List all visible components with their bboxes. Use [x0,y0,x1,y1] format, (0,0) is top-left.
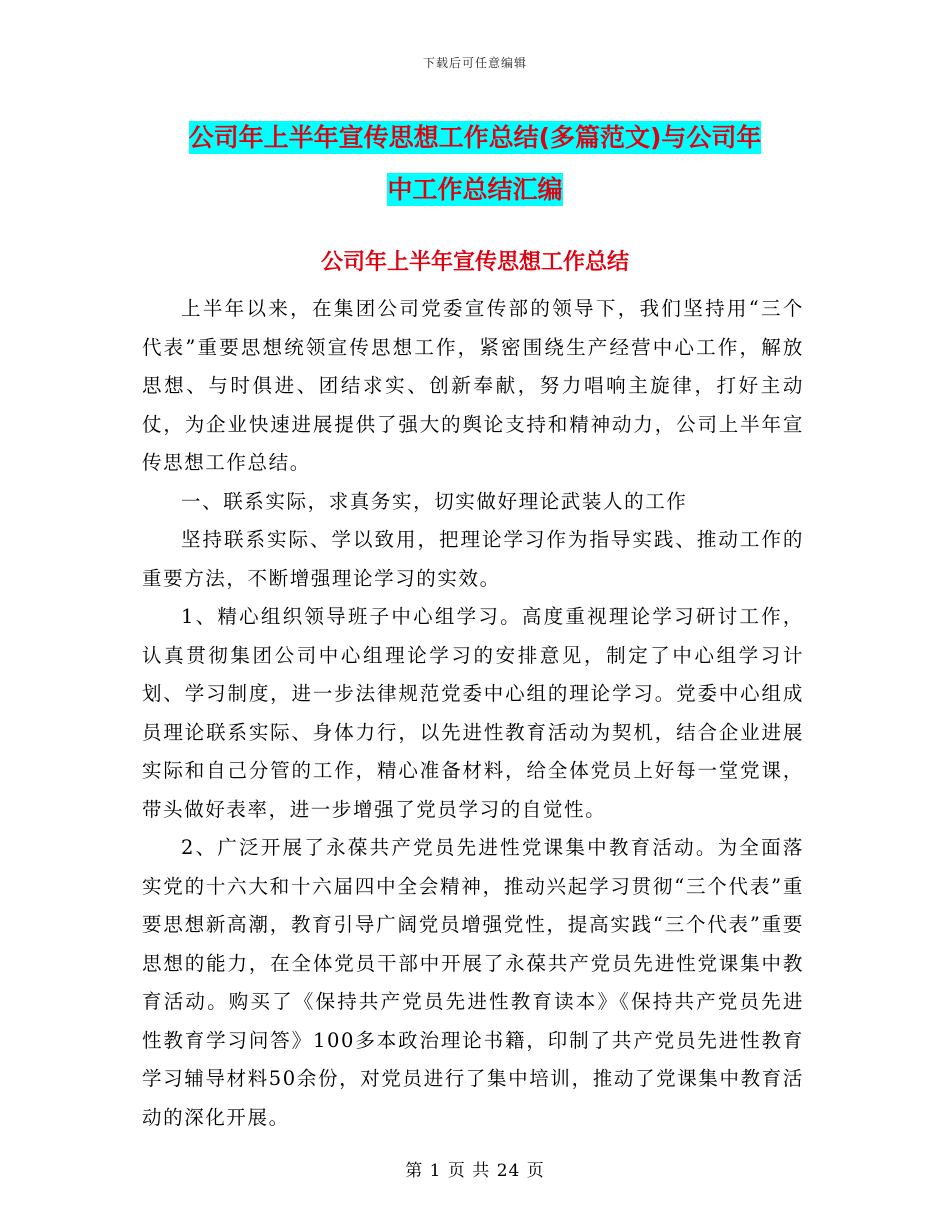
paragraph-heading-1: 一、联系实际，求真务实，切实做好理论武装人的工作 [181,489,688,513]
document-title-line-2 [0,164,950,216]
header-note: 下载后可任意编辑 [422,56,527,70]
document-title [0,112,950,216]
body-text [142,290,804,1137]
page-footer: 第 1 页 共 24 页 [405,1161,545,1181]
section-title: 公司年上半年宣传思想工作总结 [320,250,629,275]
title-line-1-text: 公司年上半年宣传思想工作总结(多篇范文)与公司年 [188,123,762,152]
paragraph-heading-1-body: 坚持联系实际、学以致用，把理论学习作为指导实践、推动工作的重要方法，不断增强理论学习的实效。 [142,528,804,590]
paragraph-item-2: 2、广泛开展了永葆共产党员先进性党课集中教育活动。为全面落实党的十六大和十六届四中全会精神，推动兴起学习贯彻“三个代表”重要思想新高潮，教育引导广阔党员增强党性，提高实践“三个代表”重要思想的能力，在全体党员干部中开展了永葆共产党员先进性党课集中教育活动。购买了《保持共产党员先进性教育读本》《保持共产党员先进性教育学习问答》100多本政治理论书籍，印制了共产党员先进性教育学习辅导材料50余份，对党员进行了集中培训，推动了党课集中教育活动的深化开展。 [142,836,804,1129]
paragraph-item-1: 1、精心组织领导班子中心组学习。高度重视理论学习研讨工作，认真贯彻集团公司中心组理论学习的安排意见，制定了中心组学习计划、学习制度，进一步法律规范党委中心组的理论学习。党委中心组成员理论联系实际、身体力行，以先进性教育活动为契机，结合企业进展实际和自己分管的工作，精心准备材料，给全体党员上好每一堂党课，带头做好表率，进一步增强了党员学习的自觉性。 [142,605,804,821]
paragraph-intro: 上半年以来，在集团公司党委宣传部的领导下，我们坚持用“三个代表”重要思想统领宣传思想工作，紧密围绕生产经营中心工作，解放思想、与时俱进、团结求实、创新奉献，努力唱响主旋律，打好主动仗，为企业快速进展提供了强大的舆论支持和精神动力，公司上半年宣传思想工作总结。 [142,297,804,474]
document-title-line-1 [0,112,950,164]
title-line-2-text: 中工作总结汇编 [387,175,563,204]
